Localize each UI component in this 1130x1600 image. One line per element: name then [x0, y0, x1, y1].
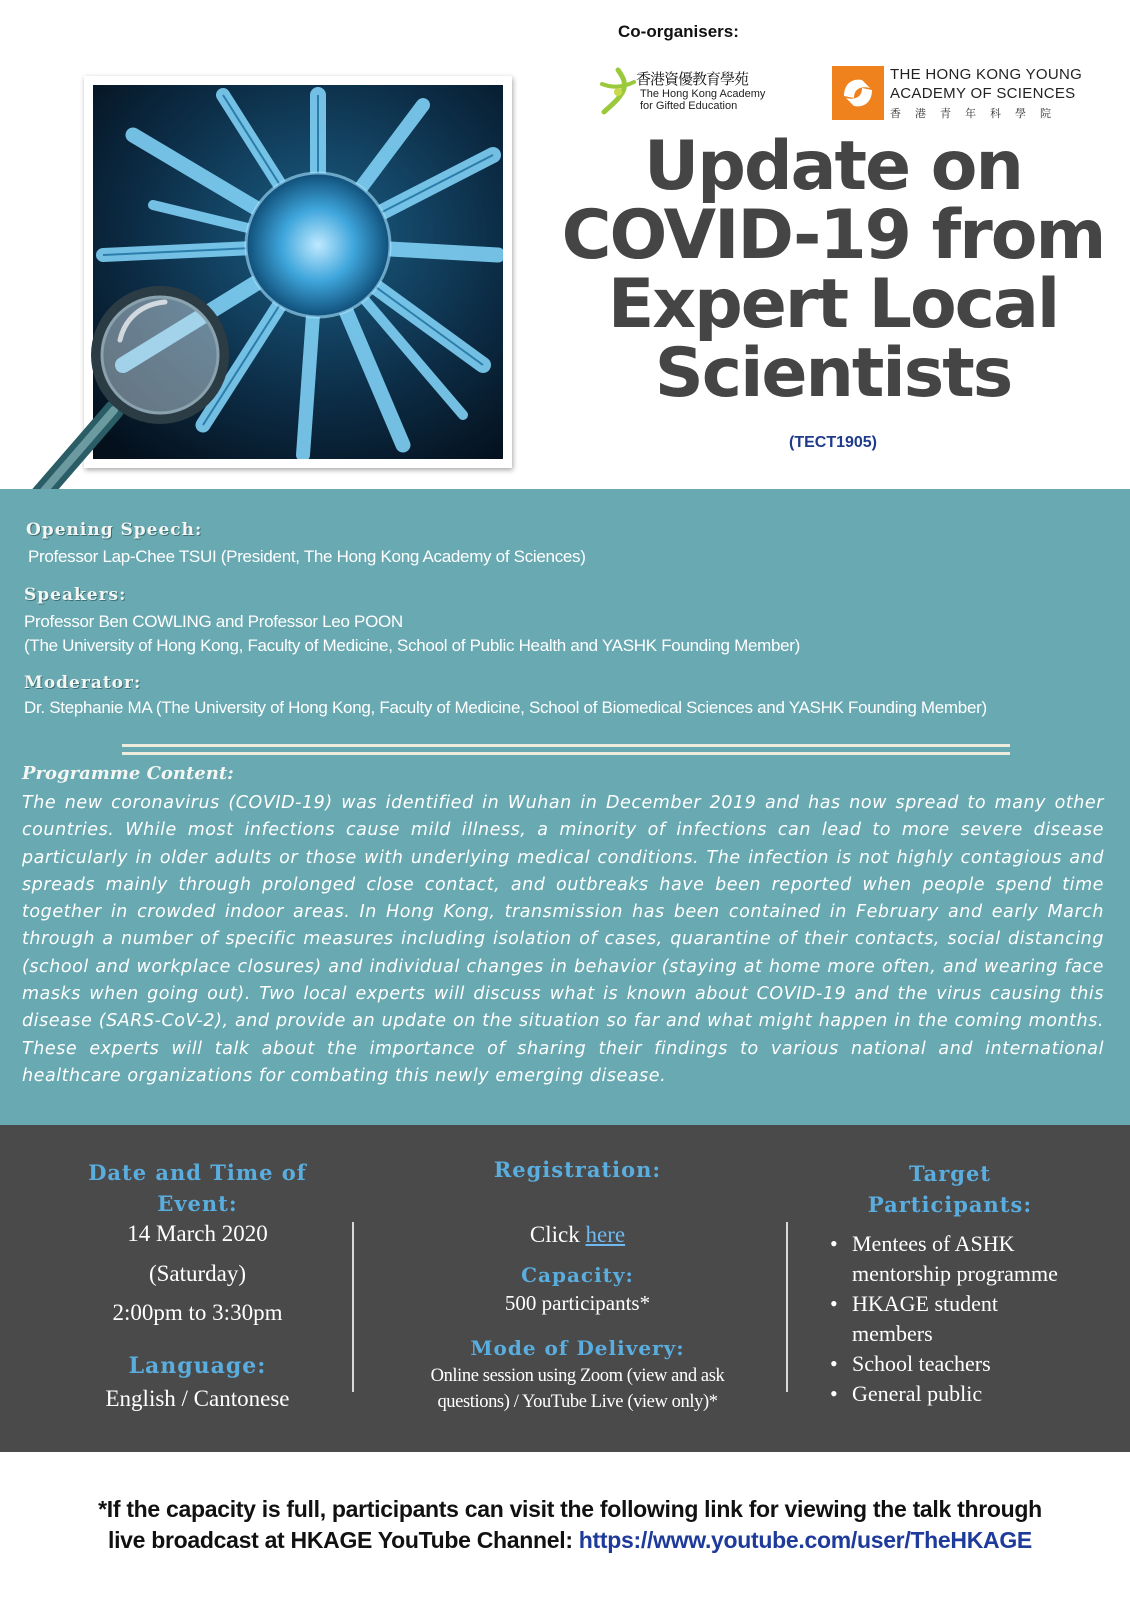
registration-link[interactable]: here: [585, 1222, 626, 1247]
date-heading-line1: Date and Time of: [88, 1160, 307, 1185]
mode-text-line2: questions) / YouTube Live (view only)*: [437, 1392, 718, 1412]
hkage-logo-english: [640, 88, 765, 112]
column-divider: [786, 1222, 788, 1392]
moderator-heading: Moderator:: [24, 673, 142, 693]
title-line: Update on: [644, 127, 1022, 206]
list-item: • School teachers: [820, 1349, 1080, 1379]
list-item: • Mentees of ASHK mentorship programme: [820, 1229, 1080, 1289]
mode-heading: Mode of Delivery:: [470, 1336, 685, 1360]
mode-text: [380, 1363, 775, 1415]
course-code: (TECT1905): [788, 434, 878, 451]
programme-heading: Programme Content:: [22, 763, 234, 784]
yashk-logo: [832, 64, 1102, 122]
list-item: • General public: [820, 1379, 1080, 1409]
programme-text: The new coronavirus (COVID-19) was identified in Wuhan in December 2019 and has now spread to many other countries. While most infections cause mild illness, a minority of infections can lead to more severe disease particularly in older adults or those with underlying medical conditions. The infection is not highly contagious and spreads mainly through prolonged close contact, and outbreaks have been reported when people spend time together in crowded indoor areas. In Hong Kong, transmission has been contained in February and early March through a number of specific measures including isolation of cases, quarantine of their contacts, social distancing (school and workplace closures) and individual changes in behavior (staying at home more often, and wearing face masks when going out). Two local experts will discuss what is known about COVID-19 and the virus causing this disease (SARS-CoV-2), and provide an update on the situation so far and what might happen in the coming months. These experts will talk about the importance of sharing their findings to various national and international healthcare organizations for combating this newly emerging disease.: [22, 793, 1104, 1086]
footer-line2-text: live broadcast at HKAGE YouTube Channel:: [108, 1527, 579, 1553]
hkage-logo-english-line1: The Hong Kong Academy: [640, 88, 766, 100]
title-line: Expert Local: [607, 265, 1059, 344]
yashk-logo-line2: ACADEMY OF SCIENCES: [890, 85, 1076, 102]
speakers-affiliation: (The University of Hong Kong, Faculty of Medicine, School of Public Health and YASHK Founding Member): [24, 636, 801, 655]
divider: [122, 752, 1010, 755]
hkage-logo-english-line2: for Gifted Education: [640, 100, 738, 112]
yashk-logo-line1: THE HONG KONG YOUNG: [890, 66, 1083, 83]
coorganisers-label: Co-organisers:: [618, 22, 739, 41]
divider: [122, 744, 1010, 747]
event-weekday: (Saturday): [148, 1261, 247, 1286]
language-heading: Language:: [128, 1353, 267, 1379]
speakers-heading: Speakers:: [24, 585, 127, 605]
event-date: 14 March 2020: [127, 1221, 268, 1246]
page-title: [552, 127, 1114, 413]
event-time: 2:00pm to 3:30pm: [112, 1300, 283, 1325]
speakers-names: Professor Ben COWLING and Professor Leo POON: [24, 612, 403, 631]
event-language: English / Cantonese: [105, 1386, 290, 1411]
youtube-link[interactable]: https://www.youtube.com/user/TheHKAGE: [578, 1527, 1032, 1553]
target-participants-heading: [800, 1158, 1100, 1220]
magnifying-glass-icon: [0, 0, 260, 540]
footer-line1: *If the capacity is full, participants can visit the following link for viewing the talk through: [98, 1496, 1042, 1522]
capacity-value: 500 participants*: [504, 1291, 651, 1315]
footer-note: [40, 1494, 1100, 1556]
registration-line: [380, 1222, 775, 1248]
yashk-emblem-icon: [832, 66, 884, 120]
capacity-heading: Capacity:: [521, 1263, 634, 1287]
title-line: COVID-19 from: [561, 196, 1105, 275]
click-label: Click: [529, 1222, 580, 1247]
date-heading-line2: Event:: [157, 1191, 238, 1216]
participants-list: [820, 1229, 1080, 1409]
hkage-emblem-icon: [598, 66, 638, 116]
opening-speech-text: Professor Lap-Chee TSUI (President, The Hong Kong Academy of Sciences): [28, 547, 586, 566]
list-item: • HKAGE student members: [820, 1289, 1080, 1349]
target-heading-line1: Target: [908, 1161, 992, 1186]
mode-text-line1: Online session using Zoom (view and ask: [430, 1366, 725, 1386]
moderator-text: Dr. Stephanie MA (The University of Hong Kong, Faculty of Medicine, School of Biomedical Sciences and YASHK Founding Member): [24, 698, 987, 717]
hkage-logo: [598, 64, 798, 124]
opening-speech-heading: Opening Speech:: [26, 520, 203, 540]
registration-heading: Registration:: [493, 1157, 662, 1182]
footer-line2: [40, 1525, 1100, 1556]
date-heading: [40, 1157, 355, 1219]
yashk-logo-chinese: 香港青年科學院: [890, 107, 1065, 120]
hkage-logo-chinese: 香港資優教育學苑: [636, 70, 749, 88]
title-line: Scientists: [654, 334, 1012, 413]
target-heading-line2: Participants:: [867, 1192, 1033, 1217]
column-divider: [352, 1222, 354, 1392]
